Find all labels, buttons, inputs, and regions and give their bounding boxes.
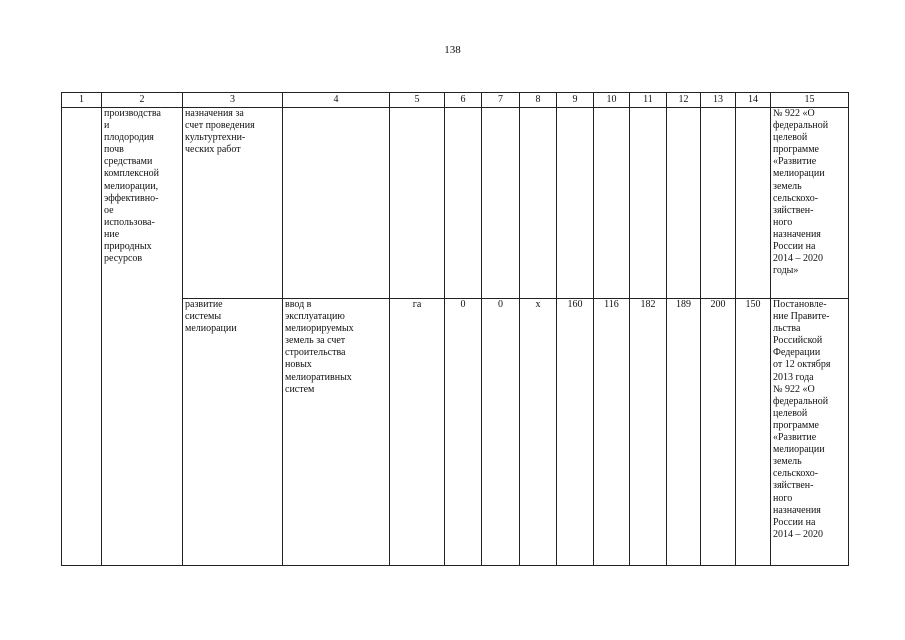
header-cell-1: 1 [62, 93, 102, 108]
header-cell-6: 6 [445, 93, 482, 108]
source-cell: Постановле- ние Правите- льства Российской Федерации от 12 октября 2013 года № 922 «О федеральной целевой программе «Развитие мелиорации земель сельскохо- зяйствен- ного назначения России на 2014 – 2020 [771, 299, 849, 566]
value-cell [445, 108, 482, 299]
header-cell-11: 11 [630, 93, 667, 108]
header-cell-14: 14 [736, 93, 771, 108]
value-cell [557, 108, 594, 299]
page-number: 138 [444, 44, 461, 56]
table-row [62, 108, 849, 299]
source-cell: № 922 «О федеральной целевой программе «Развитие мелиорации земель сельскохо- зяйствен- ного назначения России на 2014 – 2020 годы» [771, 108, 849, 299]
value-cell: x [520, 299, 557, 566]
header-cell-15: 15 [771, 93, 849, 108]
header-cell-12: 12 [667, 93, 701, 108]
value-cell: 150 [736, 299, 771, 566]
header-cell-2: 2 [102, 93, 183, 108]
indicators-table [61, 92, 849, 566]
value-cell: 0 [482, 299, 520, 566]
task-cell: назначения за счет проведения культуртехни- ческих работ [183, 108, 283, 299]
unit-cell [390, 108, 445, 299]
value-cell [667, 108, 701, 299]
header-cell-8: 8 [520, 93, 557, 108]
value-cell [482, 108, 520, 299]
value-cell [736, 108, 771, 299]
value-cell: 182 [630, 299, 667, 566]
header-cell-3: 3 [183, 93, 283, 108]
task-cell: развитие системы мелиорации [183, 299, 283, 566]
value-cell [630, 108, 667, 299]
goal-cell: производства и плодородия почв средствами комплексной мелиорации, эффективно- ое использова- ние природных ресурсов [102, 108, 183, 566]
header-cell-5: 5 [390, 93, 445, 108]
value-cell [701, 108, 736, 299]
header-cell-7: 7 [482, 93, 520, 108]
header-cell-9: 9 [557, 93, 594, 108]
value-cell: 200 [701, 299, 736, 566]
header-cell-13: 13 [701, 93, 736, 108]
indicator-cell [283, 108, 390, 299]
value-cell: 160 [557, 299, 594, 566]
value-cell: 189 [667, 299, 701, 566]
value-cell: 0 [445, 299, 482, 566]
cell-col1 [62, 108, 102, 566]
value-cell [594, 108, 630, 299]
value-cell [520, 108, 557, 299]
unit-cell: га [390, 299, 445, 566]
header-row [62, 93, 849, 108]
indicator-cell: ввод в эксплуатацию мелиорируемых земель за счет строительства новых мелиоративных систем [283, 299, 390, 566]
header-cell-10: 10 [594, 93, 630, 108]
header-cell-4: 4 [283, 93, 390, 108]
value-cell: 116 [594, 299, 630, 566]
